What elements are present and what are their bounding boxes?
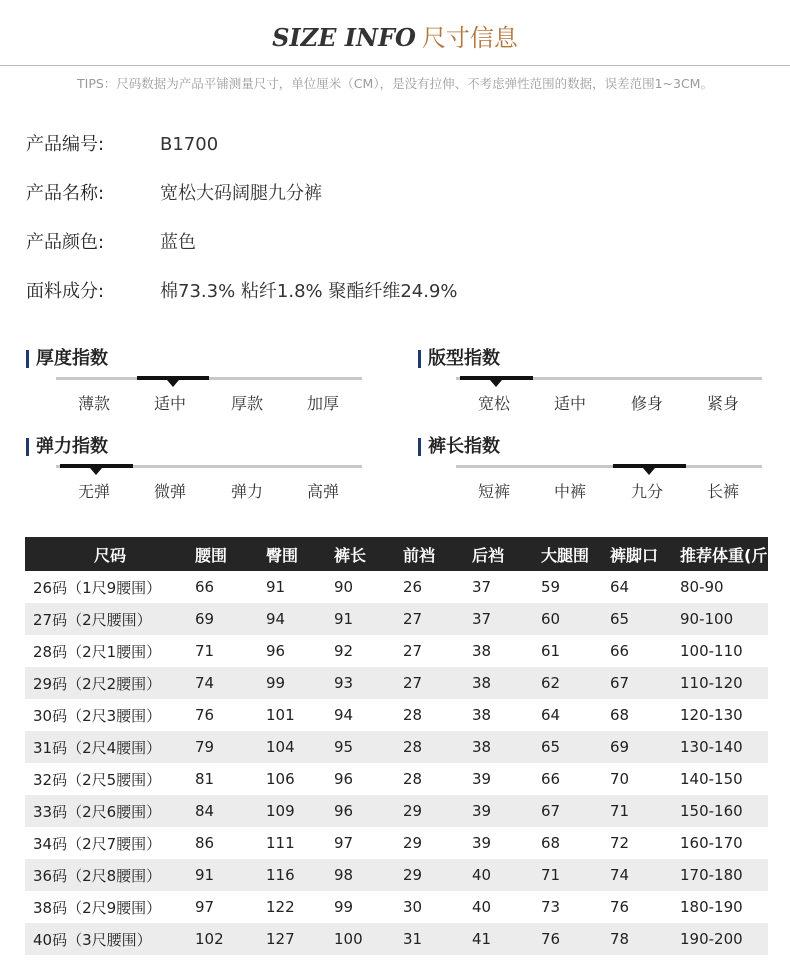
- table-cell: 98: [334, 859, 403, 891]
- table-cell: 38: [472, 731, 541, 763]
- table-cell: 38: [472, 667, 541, 699]
- product-color-value: 蓝色: [160, 232, 196, 253]
- tips-text: TIPS：尺码数据为产品平铺测量尺寸，单位厘米（CM），是没有拉伸、不考虑弹性范围的数据，误差范围1~3CM。: [77, 76, 713, 91]
- table-cell: 28: [403, 731, 472, 763]
- size-cell: 30码（2尺3腰围）: [33, 706, 162, 725]
- size-table: [25, 537, 775, 955]
- header-divider: [0, 65, 790, 66]
- table-cell: 64: [541, 706, 561, 724]
- table-cell: 29: [403, 859, 472, 891]
- table-cell: 61: [541, 642, 561, 660]
- elasticity-option: 无弹: [77, 482, 110, 501]
- table-cell: 71: [541, 859, 610, 891]
- table-cell: 40: [472, 898, 492, 916]
- size-table-body: [25, 571, 768, 955]
- table-cell: 100-110: [680, 642, 743, 660]
- table-cell: 76: [195, 706, 215, 724]
- column-header: 大腿围: [541, 537, 610, 571]
- table-cell: 66: [541, 770, 561, 788]
- table-cell: 91: [266, 578, 286, 596]
- size-cell: 40码（3尺腰围）: [25, 923, 195, 955]
- table-cell: 84: [195, 795, 266, 827]
- table-row: [25, 795, 768, 827]
- table-cell: 110-120: [680, 667, 768, 699]
- table-row: [25, 923, 768, 955]
- table-cell: 91: [195, 859, 266, 891]
- thickness-option: 厚款: [230, 394, 263, 413]
- elasticity-index-title: 弹力指数: [26, 434, 108, 460]
- table-row: [25, 731, 768, 763]
- table-row: [25, 571, 768, 603]
- column-header: 推荐体重(斤): [680, 537, 768, 571]
- elasticity-index-pointer-icon: [90, 468, 102, 475]
- table-cell: 31: [403, 923, 472, 955]
- table-cell: 120-130: [680, 706, 743, 724]
- length-option: 中裤: [553, 482, 586, 501]
- table-cell: 71: [610, 795, 680, 827]
- product-code-label: 产品编号:: [26, 134, 105, 155]
- table-cell: 29: [403, 795, 472, 827]
- table-cell: 59: [541, 578, 561, 596]
- table-cell: 72: [610, 834, 630, 852]
- table-cell: 66: [195, 578, 215, 596]
- table-cell: 79: [195, 731, 266, 763]
- table-cell: 66: [610, 642, 630, 660]
- table-cell: 104: [266, 731, 334, 763]
- thickness-option: 适中: [153, 394, 186, 413]
- table-cell: 65: [541, 731, 610, 763]
- table-cell: 92: [334, 642, 354, 660]
- table-cell: 140-150: [680, 770, 743, 788]
- column-header: 裤脚口: [610, 537, 680, 571]
- table-cell: 76: [541, 923, 610, 955]
- table-cell: 102: [195, 923, 266, 955]
- table-cell: 90: [334, 578, 354, 596]
- elasticity-option: 高弹: [306, 482, 339, 501]
- size-cell: 38码（2尺9腰围）: [33, 898, 162, 917]
- product-code-value: B1700: [160, 134, 219, 155]
- table-cell: 97: [195, 898, 215, 916]
- table-cell: 64: [610, 578, 630, 596]
- table-cell: 180-190: [680, 898, 743, 916]
- table-row: [25, 891, 768, 923]
- product-fabric-label: 面料成分:: [26, 281, 105, 302]
- table-cell: 27: [403, 642, 423, 660]
- table-cell: 160-170: [680, 834, 743, 852]
- column-header: 前裆: [403, 537, 472, 571]
- elasticity-option: 微弹: [153, 482, 186, 501]
- size-cell: 36码（2尺8腰围）: [25, 859, 195, 891]
- length-index-track: [456, 465, 762, 468]
- fit-index-track: [456, 377, 762, 380]
- table-cell: 40: [472, 859, 541, 891]
- table-cell: 67: [610, 667, 680, 699]
- table-cell: 67: [541, 795, 610, 827]
- thickness-index-pointer-icon: [167, 380, 179, 387]
- table-cell: 39: [472, 770, 492, 788]
- title-chinese: 尺寸信息: [421, 24, 518, 52]
- table-cell: 99: [266, 667, 334, 699]
- length-index-pointer-icon: [643, 468, 655, 475]
- table-cell: 93: [334, 667, 403, 699]
- table-cell: 29: [403, 834, 423, 852]
- table-cell: 28: [403, 770, 423, 788]
- elasticity-index: [26, 434, 366, 514]
- table-cell: 78: [610, 923, 680, 955]
- table-cell: 39: [472, 795, 541, 827]
- size-table-header-row: [25, 537, 768, 571]
- table-row: [25, 667, 768, 699]
- table-cell: 27: [403, 667, 472, 699]
- table-row: [25, 859, 768, 891]
- table-row: [25, 763, 768, 795]
- table-cell: 130-140: [680, 731, 768, 763]
- size-cell: 29码（2尺2腰围）: [25, 667, 195, 699]
- table-cell: 26: [403, 578, 423, 596]
- table-row: [25, 635, 768, 667]
- table-cell: 60: [541, 603, 610, 635]
- fit-index: [418, 346, 758, 426]
- table-cell: 97: [334, 834, 354, 852]
- title-english: SIZE INFO: [272, 23, 416, 52]
- table-cell: 127: [266, 923, 334, 955]
- size-cell: 26码（1尺9腰围）: [33, 578, 162, 597]
- column-header: 臀围: [266, 537, 334, 571]
- table-cell: 76: [610, 898, 630, 916]
- table-cell: 74: [195, 667, 266, 699]
- thickness-index-track: [56, 377, 362, 380]
- table-cell: 91: [334, 603, 403, 635]
- table-cell: 94: [334, 706, 354, 724]
- length-option: 九分: [630, 482, 663, 501]
- table-cell: 71: [195, 642, 215, 660]
- length-option: 短裤: [477, 482, 510, 501]
- table-cell: 69: [195, 603, 266, 635]
- table-cell: 80-90: [680, 578, 724, 596]
- size-cell: 27码（2尺腰围）: [25, 603, 195, 635]
- table-cell: 74: [610, 859, 680, 891]
- thickness-option: 加厚: [306, 394, 339, 413]
- fit-index-title: 版型指数: [418, 346, 500, 372]
- table-cell: 37: [472, 578, 492, 596]
- length-option: 长裤: [706, 482, 739, 501]
- table-cell: 99: [334, 898, 354, 916]
- table-cell: 37: [472, 603, 541, 635]
- column-header: 后裆: [472, 537, 541, 571]
- table-cell: 68: [610, 706, 630, 724]
- thickness-index: [26, 346, 366, 426]
- product-fabric-value: 棉73.3% 粘纤1.8% 聚酯纤维24.9%: [160, 281, 458, 302]
- table-row: [25, 603, 768, 635]
- table-row: [25, 699, 768, 731]
- table-cell: 27: [403, 603, 472, 635]
- fit-option: 紧身: [706, 394, 739, 413]
- table-cell: 100: [334, 923, 403, 955]
- table-cell: 150-160: [680, 795, 768, 827]
- elasticity-index-track: [56, 465, 362, 468]
- table-cell: 96: [266, 642, 286, 660]
- size-cell: 28码（2尺1腰围）: [33, 642, 162, 661]
- table-cell: 39: [472, 834, 492, 852]
- table-row: [25, 827, 768, 859]
- size-cell: 34码（2尺7腰围）: [33, 834, 162, 853]
- table-cell: 73: [541, 898, 561, 916]
- table-cell: 96: [334, 770, 354, 788]
- table-cell: 65: [610, 603, 680, 635]
- fit-option: 修身: [630, 394, 663, 413]
- table-cell: 106: [266, 770, 295, 788]
- table-cell: 41: [472, 923, 541, 955]
- table-cell: 69: [610, 731, 680, 763]
- table-cell: 68: [541, 834, 561, 852]
- table-cell: 28: [403, 706, 423, 724]
- column-header: 腰围: [195, 537, 266, 571]
- size-info-header: [0, 0, 790, 66]
- table-cell: 101: [266, 706, 295, 724]
- column-header: 尺码: [25, 537, 195, 571]
- table-cell: 38: [472, 706, 492, 724]
- size-cell: 31码（2尺4腰围）: [25, 731, 195, 763]
- table-cell: 90-100: [680, 603, 768, 635]
- table-cell: 38: [472, 642, 492, 660]
- thickness-option: 薄款: [77, 394, 110, 413]
- column-header: 裤长: [334, 537, 403, 571]
- product-name-label: 产品名称:: [26, 183, 105, 204]
- table-cell: 170-180: [680, 859, 768, 891]
- table-cell: 30: [403, 898, 423, 916]
- table-cell: 81: [195, 770, 215, 788]
- table-cell: 116: [266, 859, 334, 891]
- table-cell: 86: [195, 834, 215, 852]
- table-cell: 95: [334, 731, 403, 763]
- thickness-index-title: 厚度指数: [26, 346, 108, 372]
- fit-option: 宽松: [477, 394, 510, 413]
- table-cell: 96: [334, 795, 403, 827]
- table-cell: 70: [610, 770, 630, 788]
- table-cell: 109: [266, 795, 334, 827]
- product-name-value: 宽松大码阔腿九分裤: [160, 183, 322, 204]
- product-color-label: 产品颜色:: [26, 232, 105, 253]
- elasticity-option: 弹力: [230, 482, 263, 501]
- size-cell: 32码（2尺5腰围）: [33, 770, 162, 789]
- length-index: [418, 434, 758, 514]
- table-cell: 111: [266, 834, 295, 852]
- table-cell: 62: [541, 667, 610, 699]
- header-title: [0, 22, 790, 54]
- table-cell: 94: [266, 603, 334, 635]
- table-cell: 190-200: [680, 923, 768, 955]
- length-index-title: 裤长指数: [418, 434, 500, 460]
- table-cell: 122: [266, 898, 295, 916]
- fit-option: 适中: [553, 394, 586, 413]
- size-cell: 33码（2尺6腰围）: [25, 795, 195, 827]
- fit-index-pointer-icon: [490, 380, 502, 387]
